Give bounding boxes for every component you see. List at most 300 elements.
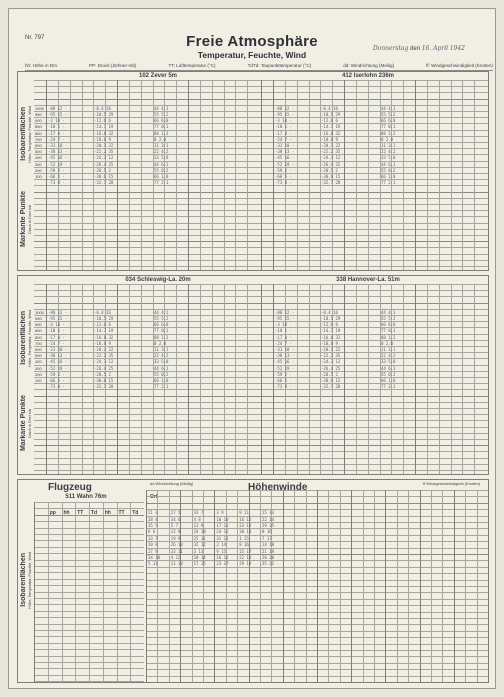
grid-col-line: [340, 490, 341, 682]
handwritten-entry: 14 18: [262, 542, 275, 548]
grid-col-line: [169, 490, 170, 682]
grid-col-line: [356, 80, 357, 270]
grid-col-line: [306, 490, 307, 682]
legend-tt: TT: Lufttemperatur (°C): [168, 63, 216, 68]
handwritten-entry: ·10 1 ·: [48, 328, 65, 334]
date-year: 1942: [449, 45, 465, 52]
pressure-row-label: 400: [35, 155, 42, 161]
pressure-row-label: 850: [35, 328, 42, 334]
grid-col-line: [247, 284, 248, 474]
handwritten-entry: 21 3: [148, 510, 158, 516]
grid-col-line: [192, 490, 193, 682]
grid-col-line: [297, 80, 298, 270]
handwritten-entry: ·24 7 ·: [275, 340, 292, 346]
handwritten-entry: ·38 13 ·: [275, 149, 295, 155]
form-number: Nr. 797: [25, 35, 45, 41]
abbreviation-legend: [25, 63, 493, 71]
handwritten-entry: ·95 15 ·: [48, 316, 68, 321]
pressure-row-label: 300: [35, 365, 42, 371]
grid-col-line: [415, 80, 416, 270]
handwritten-entry: 66 6.0: [381, 118, 396, 124]
handwritten-entry: -32.7 28: [321, 180, 341, 186]
handwritten-entry: 77 0.1: [381, 328, 396, 334]
handwritten-entry: -10.5 29: [321, 316, 341, 321]
handwritten-entry: 28 4: [148, 516, 158, 522]
handwritten-entry: 44 4.1: [381, 105, 396, 111]
grid-col-line: [224, 284, 225, 474]
flugzeug-col-header: TT: [77, 510, 84, 516]
handwritten-entry: -30.6 15: [321, 378, 341, 383]
grid-col-line: [442, 490, 443, 682]
pressure-row-label: 800: [35, 130, 42, 136]
grid-col-line: [427, 80, 428, 270]
grid-upper: [34, 80, 488, 270]
handwritten-entry: 88 1.2: [154, 130, 169, 136]
handwritten-entry: -28.5 2: [94, 167, 111, 173]
grid-col-line: [46, 284, 47, 474]
grid-col-line: [462, 80, 463, 270]
handwritten-entry: 22 18: [239, 555, 252, 560]
grid-col-line: [451, 80, 452, 270]
handwritten-entry: ·38 13 ·: [275, 353, 295, 359]
ort-label: Ort: [150, 494, 158, 500]
grid-col-line: [273, 284, 274, 474]
handwritten-entry: -26.4 25: [94, 161, 114, 167]
handwritten-entry: 5 11: [148, 561, 158, 567]
handwritten-entry: ·45 16 ·: [275, 359, 295, 365]
handwritten-entry: -30.6 15: [94, 378, 114, 383]
handwritten-entry: 15 13: [262, 510, 275, 516]
handwritten-entry: 22 4.2: [154, 353, 169, 359]
handwritten-entry: ·3 18 ·: [48, 118, 65, 124]
grid-col-line: [344, 80, 345, 270]
handwritten-entry: 31 13: [216, 535, 229, 541]
handwritten-entry: 44 6.1: [381, 161, 396, 167]
station-zeven: 102 Zever 5m: [138, 73, 178, 79]
handwritten-entry: 24 12: [216, 529, 229, 535]
handwritten-entry: 44 4.1: [154, 309, 169, 315]
handwritten-entry: ·17 4 ·: [48, 130, 65, 136]
handwritten-entry: ·3 18 ·: [48, 322, 65, 328]
grid-col-line: [212, 80, 213, 270]
grid-col-line: [34, 502, 35, 682]
handwritten-entry: ·24 7 ·: [48, 136, 65, 142]
handwritten-entry: ·88 12 ·: [275, 105, 295, 111]
handwritten-entry: 33 5.0: [381, 359, 396, 365]
handwritten-entry: 9 15: [216, 548, 227, 554]
windgeschw-note: ff Windgeschwindigkeit (Knoten): [423, 481, 481, 486]
grid-col-line: [129, 284, 130, 474]
handwritten-entry: 22 4.2: [154, 149, 169, 155]
handwritten-entry: -32.7 28: [321, 384, 341, 390]
handwritten-entry: 44 4.1: [154, 105, 169, 111]
handwritten-entry: 11 3.1: [154, 347, 169, 352]
pressure-row-label: 500: [35, 353, 42, 359]
handwritten-entry: 17 11: [216, 523, 229, 528]
handwritten-entry: 66 1.0: [154, 378, 169, 383]
pressure-row-label: 100: [35, 378, 42, 383]
pressure-row-label: 600: [35, 143, 42, 148]
handwritten-entry: 27 5: [170, 510, 181, 516]
handwritten-entry: ·66 5 ·: [275, 378, 292, 383]
handwritten-entry: -32.7 28: [94, 180, 114, 186]
handwritten-entry: ·17 4 ·: [48, 334, 65, 340]
pressure-row-label: 850: [35, 124, 42, 130]
handwritten-entry: 77 2.1: [154, 180, 169, 186]
legend-pp: PP: Druck (Zehner-mb): [88, 63, 137, 68]
handwritten-entry: 6 6: [148, 529, 156, 535]
grid-col-line: [62, 502, 63, 682]
handwritten-entry: -32.7 28: [94, 384, 114, 390]
handwritten-entry: -14.7 19: [94, 328, 114, 334]
handwritten-entry: 11 3.1: [381, 143, 396, 148]
grid-col-line: [75, 502, 76, 682]
handwritten-entry: -26.4 25: [321, 365, 341, 371]
handwritten-entry: -12.6 6: [94, 118, 111, 124]
pressure-row-label: 1000: [35, 105, 44, 111]
pressure-row-label: 700: [35, 340, 42, 346]
grid-col-line: [344, 284, 345, 474]
grid-col-line: [385, 490, 386, 682]
handwritten-entry: 77 2.1: [381, 384, 396, 390]
handwritten-entry: -10.5 29: [94, 316, 114, 321]
grid-col-line: [408, 490, 409, 682]
flugzeug-col-header: Td: [132, 510, 139, 516]
grid-col-line: [368, 284, 369, 474]
handwritten-entry: 28 20: [262, 555, 275, 560]
handwritten-entry: 17 15: [193, 561, 206, 567]
flugzeug-col-header: Td: [91, 510, 98, 516]
grid-col-line: [477, 490, 478, 682]
handwritten-entry: 16 12: [239, 516, 252, 522]
handwritten-entry: 23 17: [216, 561, 229, 567]
pressure-row-label: 200: [35, 167, 42, 173]
handwritten-entry: 3 9: [216, 510, 224, 516]
handwritten-entry: ·88 12 ·: [48, 105, 68, 111]
handwritten-entry: -30.6 15: [321, 174, 341, 179]
handwritten-entry: 77 0.1: [154, 328, 169, 334]
handwritten-entry: ·66 5 ·: [48, 378, 65, 383]
handwritten-entry: 88 1.2: [381, 130, 396, 136]
pressure-row-label: 400: [35, 359, 42, 365]
handwritten-entry: 0 16: [262, 529, 272, 535]
grid-col-line: [129, 80, 130, 270]
grid-col-line: [439, 284, 440, 474]
date-weekday: Donnerstag: [372, 45, 409, 52]
handwritten-entry: -16.8 32: [321, 334, 341, 340]
grid-col-line: [356, 284, 357, 474]
handwritten-entry: -22.2 35: [321, 149, 341, 155]
legend-tdtd: TdTd: Taupunkttemperatur (°C): [247, 63, 312, 68]
grid-col-line: [328, 490, 329, 682]
handwritten-entry: 23 13: [239, 523, 252, 528]
handwritten-entry: -10.5 29: [94, 112, 114, 117]
handwritten-entry: ·95 15 ·: [275, 316, 295, 321]
handwritten-entry: 1 15: [239, 535, 249, 541]
grid-col-line: [117, 284, 118, 474]
handwritten-entry: -28.5 2: [94, 371, 111, 377]
handwritten-entry: ·45 16 ·: [48, 359, 68, 365]
handwritten-entry: -22.2 35: [94, 149, 114, 155]
handwritten-entry: -18.0 9: [321, 340, 338, 346]
grid-col-line: [188, 80, 189, 270]
handwritten-entry: 55 5.2: [154, 112, 169, 117]
grid-col-line: [235, 80, 236, 270]
handwritten-entry: ·31 10 ·: [48, 347, 68, 352]
grid-col-line: [89, 502, 90, 682]
handwritten-entry: 66 1.0: [381, 174, 396, 179]
grid-col-line: [368, 80, 369, 270]
grid-col-line: [294, 490, 295, 682]
handwritten-entry: -16.8 32: [321, 130, 341, 136]
grid-col-line: [451, 284, 452, 474]
handwritten-entry: 0 2.0: [154, 136, 167, 142]
grid-col-line: [474, 80, 475, 270]
handwritten-entry: 34 10: [148, 555, 161, 560]
handwritten-entry: ·52 19 ·: [48, 365, 68, 371]
handwritten-entry: 13 7: [148, 535, 158, 541]
handwritten-entry: -26.4 25: [321, 161, 341, 167]
handwritten-entry: 4 8: [193, 516, 201, 522]
grid-hoehenwinde: [146, 490, 488, 682]
grid-col-line: [203, 490, 204, 682]
handwritten-entry: 0 2.0: [381, 136, 394, 142]
grid-col-line: [46, 80, 47, 270]
handwritten-entry: 22 4.2: [381, 353, 396, 359]
handwritten-entry: -24.3 12: [94, 359, 114, 365]
handwritten-entry: -18.0 9: [94, 136, 111, 142]
handwritten-entry: -20.1 22: [321, 143, 341, 148]
isobar-label-3: Isobarenflächen Höhe, Temperatur, Feuchte, Wind: [20, 551, 32, 609]
handwritten-entry: 7 17: [262, 535, 272, 541]
date-day: 16. April: [421, 45, 449, 52]
handwritten-entry: -18.0 9: [321, 136, 338, 142]
handwritten-entry: 88 1.2: [381, 334, 396, 340]
handwritten-entry: 26 10: [170, 542, 183, 548]
handwritten-entry: ·52 19 ·: [275, 161, 295, 167]
handwritten-entry: -14.7 19: [321, 328, 341, 334]
legend-hh: hh: Höhe in Dm: [25, 63, 57, 68]
handwritten-entry: -24.3 12: [94, 155, 114, 161]
handwritten-entry: 77 0.1: [154, 124, 169, 130]
grid-col-line: [474, 284, 475, 474]
pressure-row-label: 700: [35, 136, 42, 142]
handwritten-entry: 66 1.0: [381, 378, 396, 383]
grid-col-line: [130, 502, 131, 682]
grid-col-line: [141, 80, 142, 270]
grid-col-line: [351, 490, 352, 682]
grid-col-line: [146, 490, 147, 682]
grid-col-line: [415, 284, 416, 474]
handwritten-entry: 4 12: [170, 555, 181, 560]
handwritten-entry: 0 2.0: [154, 340, 167, 346]
lower-block: [17, 479, 489, 683]
handwritten-entry: -26.4 25: [94, 365, 114, 371]
handwritten-entry: -24.3 12: [321, 359, 341, 365]
handwritten-entry: 55 0.2: [154, 371, 169, 377]
handwritten-entry: ·73 8 ·: [48, 384, 65, 390]
handwritten-entry: -30.6 15: [94, 174, 114, 179]
handwritten-entry: 29 19: [239, 561, 252, 567]
handwritten-entry: 10 10: [216, 516, 229, 522]
grid-col-line: [439, 80, 440, 270]
handwritten-entry: -8.4 16: [94, 105, 111, 111]
handwritten-entry: 66 6.0: [154, 118, 169, 124]
handwritten-entry: ·95 15 ·: [48, 112, 68, 117]
handwritten-entry: 11 3.1: [381, 347, 396, 352]
handwritten-entry: 21 19: [262, 548, 275, 554]
handwritten-entry: 16 16: [216, 555, 229, 560]
handwritten-entry: 44 6.1: [381, 365, 396, 371]
handwritten-entry: 55 5.2: [381, 112, 396, 117]
handwritten-entry: ·10 1 ·: [275, 328, 292, 334]
grid-col-line: [427, 284, 428, 474]
handwritten-entry: ·73 8 ·: [275, 384, 292, 390]
handwritten-entry: 77 2.1: [381, 180, 396, 186]
grid-col-line: [465, 490, 466, 682]
handwritten-entry: 32 12: [193, 542, 206, 548]
handwritten-entry: -14.7 19: [94, 124, 114, 130]
grid-col-line: [200, 284, 201, 474]
handwritten-entry: 55 0.2: [381, 167, 396, 173]
grid-col-line: [247, 80, 248, 270]
handwritten-entry: ·3 18 ·: [275, 322, 292, 328]
handwritten-entry: ·66 5 ·: [275, 174, 292, 179]
handwritten-entry: 27 9: [148, 548, 158, 554]
grid-col-line: [70, 284, 71, 474]
grid-col-line: [235, 284, 236, 474]
flugzeug-col-header: hh: [104, 510, 111, 516]
handwritten-entry: -22.2 35: [321, 353, 341, 359]
handwritten-entry: 33 5.0: [154, 359, 169, 365]
grid-col-line: [48, 502, 49, 682]
grid-col-line: [297, 284, 298, 474]
handwritten-entry: 20 8: [148, 542, 158, 548]
legend-dd: dd: Windrichtung (Meilig): [343, 63, 395, 68]
handwritten-entry: 88 1.2: [154, 334, 169, 340]
handwritten-entry: ·3 18 ·: [275, 118, 292, 124]
grid-col-line: [309, 80, 310, 270]
station-divider: [261, 80, 262, 270]
handwritten-entry: ·24 7 ·: [48, 340, 65, 346]
handwritten-entry: 66 1.0: [154, 174, 169, 179]
form-sheet: [8, 8, 496, 689]
grid-col-line: [70, 80, 71, 270]
handwritten-entry: 11 3.1: [154, 143, 169, 148]
handwritten-entry: 0 2.0: [381, 340, 394, 346]
grid-col-line: [403, 80, 404, 270]
handwritten-entry: -20.1 22: [321, 347, 341, 352]
handwritten-entry: ·17 4 ·: [275, 130, 292, 136]
handwritten-entry: 55 5.2: [381, 316, 396, 321]
handwritten-entry: -28.5 2: [321, 167, 338, 173]
handwritten-entry: 35 21: [262, 561, 275, 567]
station-iserlohn: 412 Iserlohn 236m: [341, 73, 395, 79]
handwritten-entry: ·17 4 ·: [275, 334, 292, 340]
handwritten-entry: 35 5: [148, 523, 158, 528]
handwritten-entry: ·59 2 ·: [275, 371, 292, 377]
flugzeug-col-header: hh: [63, 510, 70, 516]
handwritten-entry: -24.3 12: [321, 155, 341, 161]
handwritten-entry: 8 16: [239, 542, 249, 548]
handwritten-entry: 5 7: [170, 523, 179, 528]
handwritten-entry: -8.4 16: [94, 309, 111, 315]
hoehenwinde-title: Höhenwinde: [248, 482, 308, 493]
form-subtitle: Temperatur, Feuchte, Wind: [197, 50, 307, 60]
handwritten-entry: 11 13: [170, 561, 183, 567]
grid-col-line: [237, 490, 238, 682]
handwritten-entry: 9 11: [239, 510, 249, 516]
handwritten-entry: ·66 5 ·: [48, 174, 65, 179]
handwritten-entry: -16.8 32: [94, 334, 114, 340]
grid-col-line: [200, 80, 201, 270]
legend-ff: ff: Windgeschwindigkeit (Knoten): [426, 63, 493, 68]
grid-col-line: [283, 490, 284, 682]
handwritten-entry: 34 6: [170, 516, 181, 522]
pressure-row-label: 1000: [35, 309, 44, 315]
handwritten-entry: ·88 12 ·: [48, 309, 68, 315]
handwritten-entry: 30 14: [239, 529, 252, 535]
handwritten-entry: 44 4.1: [381, 309, 396, 315]
handwritten-entry: ·10 1 ·: [275, 124, 292, 130]
grid-col-line: [224, 80, 225, 270]
grid-col-line: [403, 284, 404, 474]
handwritten-entry: -28.5 2: [321, 371, 338, 377]
grid-col-line: [117, 502, 118, 682]
handwritten-entry: 15 17: [239, 548, 252, 554]
handwritten-entry: ·59 2 ·: [48, 371, 65, 377]
handwritten-entry: 55 0.2: [381, 371, 396, 377]
handwritten-entry: ·45 16 ·: [275, 155, 295, 161]
station-hannover: 338 Hannover-La. 51m: [336, 277, 400, 283]
handwritten-entry: 33 5.0: [154, 155, 169, 161]
handwritten-entry: ·24 7 ·: [275, 136, 292, 142]
handwritten-entry: 29 15: [262, 523, 275, 528]
handwritten-entry: -10.5 29: [321, 112, 341, 117]
grid-col-line: [103, 502, 104, 682]
handwritten-entry: 22 4.2: [381, 149, 396, 155]
handwritten-entry: 55 0.2: [154, 167, 169, 173]
handwritten-entry: -12.6 6: [321, 322, 338, 328]
handwritten-entry: ·45 16 ·: [48, 155, 68, 161]
handwritten-entry: 10 14: [193, 555, 206, 560]
grid-col-line: [462, 284, 463, 474]
handwritten-entry: ·59 2 ·: [48, 167, 65, 173]
handwritten-entry: 12 8: [170, 529, 181, 535]
grid-col-line: [176, 80, 177, 270]
handwritten-entry: ·52 19 ·: [275, 365, 295, 371]
pressure-row-label: 950: [35, 316, 42, 321]
handwritten-entry: 66 6.0: [381, 322, 396, 328]
handwritten-entry: ·73 8 ·: [48, 180, 65, 186]
handwritten-entry: 77 2.1: [154, 384, 169, 390]
handwritten-entry: 44 6.1: [154, 365, 169, 371]
isobar-label-1: Isobarenflächen Höhe, Temperatur, Feuchte, Wind: [20, 105, 32, 163]
pressure-row-label: 900: [35, 322, 42, 328]
pressure-row-label: 800: [35, 334, 42, 340]
grid-col-line: [188, 284, 189, 474]
isobar-label-2: Isobarenflächen Höhe, Temperatur, Feuchte, Wind: [20, 309, 32, 367]
pressure-row-label: 300: [35, 161, 42, 167]
upper-sounding-block: [17, 71, 489, 271]
handwritten-entry: ·10 1 ·: [48, 124, 65, 130]
grid-col-line: [374, 490, 375, 682]
grid-col-line: [363, 490, 364, 682]
handwritten-entry: 25 11: [193, 535, 206, 541]
grid-col-line: [309, 284, 310, 474]
handwritten-entry: 19 9: [170, 535, 181, 541]
handwritten-entry: 33 5.0: [381, 155, 396, 161]
